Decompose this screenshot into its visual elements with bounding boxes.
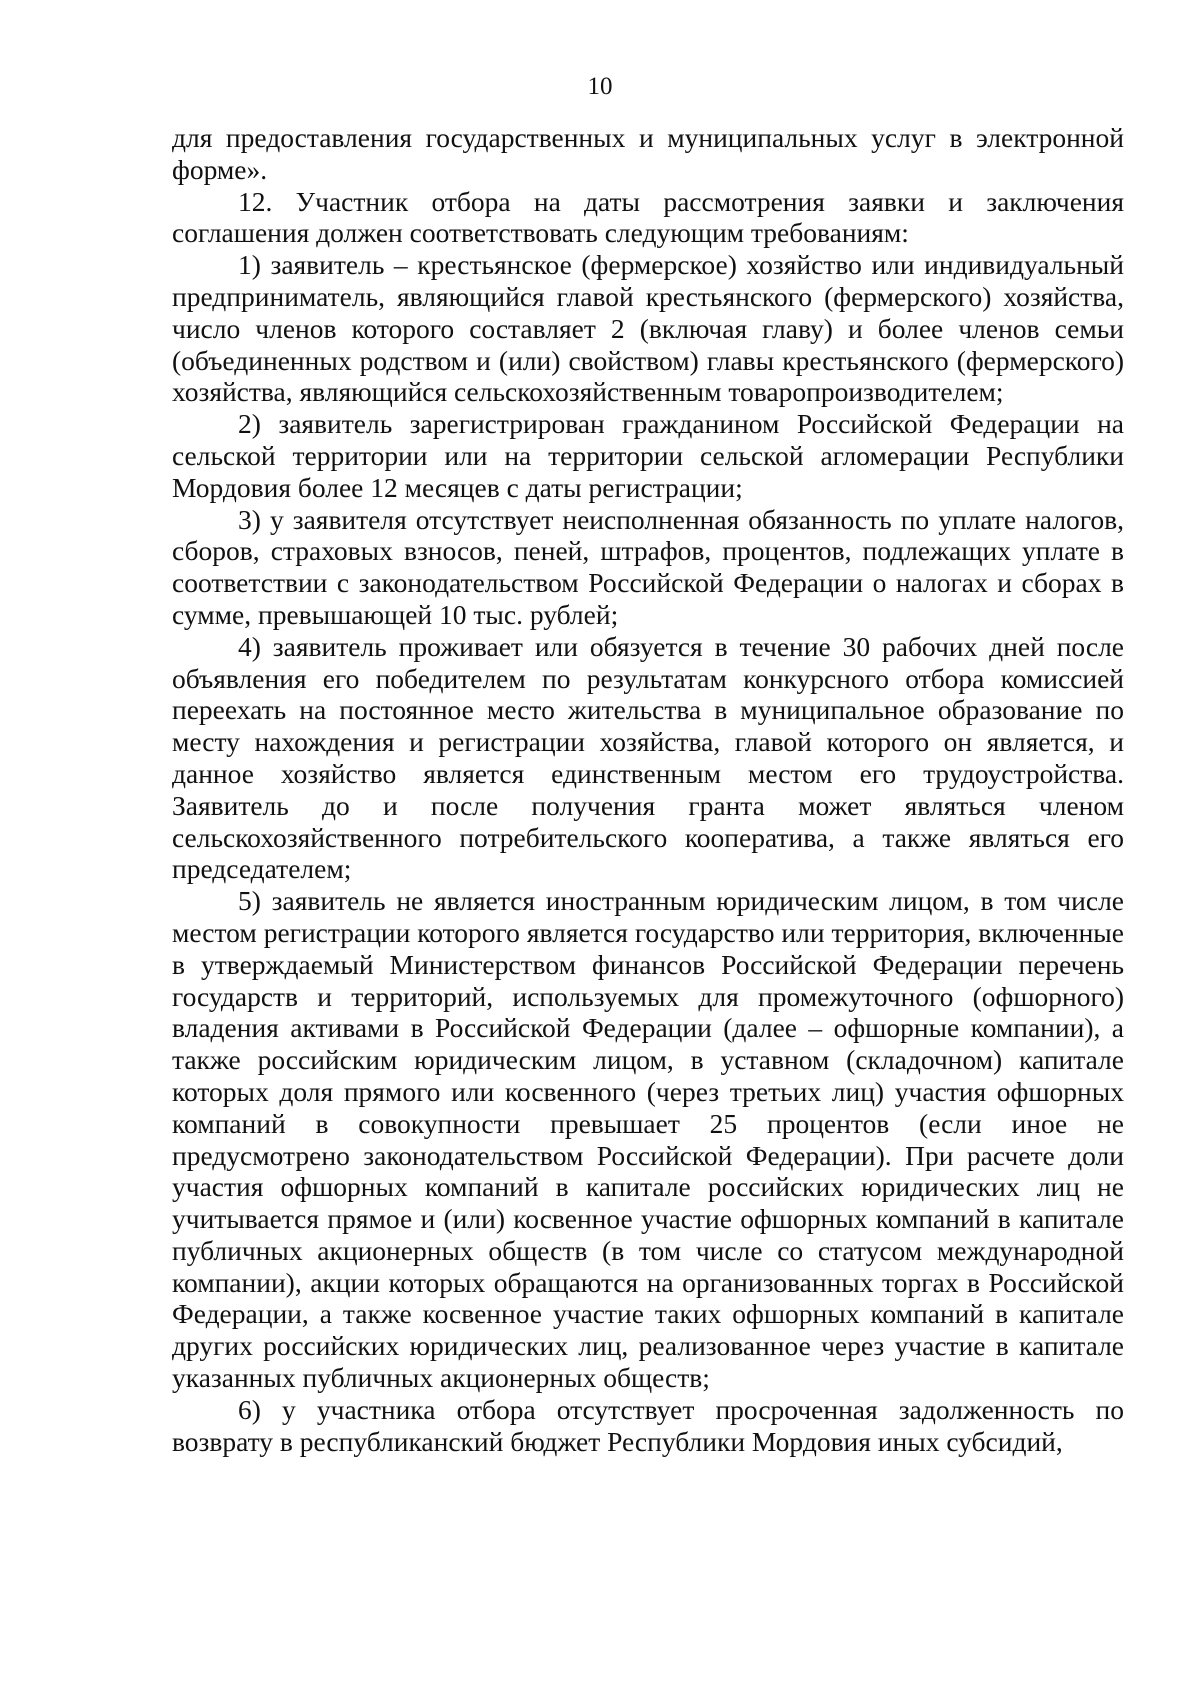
paragraph-item-12: 12. Участник отбора на даты рассмотрения заявки и заключения соглашения должен соответствовать следующим требованиям: xyxy=(172,185,1124,249)
paragraph-continuation: для предоставления государственных и муниципальных услуг в электронной форме». xyxy=(172,122,1124,185)
paragraph-requirement-4: 4) заявитель проживает или обязуется в течение 30 рабочих дней после объявления его победителем по результатам конкурсного отбора комиссией переехать на постоянное место жительства в муниципальное образование по месту нахождения и регистрации хозяйства, главой которого он является, и данное хозяйство является единственным местом его трудоустройства. Заявитель до и после получения гранта может являться членом сельскохозяйственного потребительского кооператива, а также являться его председателем; xyxy=(172,630,1124,885)
document-body xyxy=(172,122,1124,1457)
paragraph-requirement-1: 1) заявитель – крестьянское (фермерское) хозяйство или индивидуальный предприниматель, являющийся главой крестьянского (фермерского) хозяйства, число членов которого составляет 2 (включая главу) и более членов семьи (объединенных родством и (или) свойством) главы крестьянского (фермерского) хозяйства, являющийся сельскохозяйственным товаропроизводителем; xyxy=(172,249,1124,408)
paragraph-requirement-6: 6) у участника отбора отсутствует просроченная задолженность по возврату в республиканский бюджет Республики Мордовия иных субсидий, xyxy=(172,1393,1124,1457)
page-number: 10 xyxy=(587,73,613,100)
paragraph-requirement-3: 3) у заявителя отсутствует неисполненная обязанность по уплате налогов, сборов, страховых взносов, пеней, штрафов, процентов, подлежащих уплате в соответствии с законодательством Российской Федерации о налогах и сборах в сумме, превышающей 10 тыс. рублей; xyxy=(172,503,1124,630)
paragraph-requirement-2: 2) заявитель зарегистрирован гражданином Российской Федерации на сельской территории или на территории сельской агломерации Республики Мордовия более 12 месяцев с даты регистрации; xyxy=(172,408,1124,503)
paragraph-requirement-5: 5) заявитель не является иностранным юридическим лицом, в том числе местом регистрации которого является государство или территория, включенные в утверждаемый Министерством финансов Российской Федерации перечень государств и территорий, используемых для промежуточного (офшорного) владения активами в Российской Федерации (далее – офшорные компании), а также российским юридическим лицом, в уставном (складочном) капитале которых доля прямого или косвенного (через третьих лиц) участия офшорных компаний в совокупности превышает 25 процентов (если иное не предусмотрено законодательством Российской Федерации). При расчете доли участия офшорных компаний в капитале российских юридических лиц не учитывается прямое и (или) косвенное участие офшорных компаний в капитале публичных акционерных обществ (в том числе со статусом международной компании), акции которых обращаются на организованных торгах в Российской Федерации, а также косвенное участие таких офшорных компаний в капитале других российских юридических лиц, реализованное через участие в капитале указанных публичных акционерных обществ; xyxy=(172,885,1124,1394)
